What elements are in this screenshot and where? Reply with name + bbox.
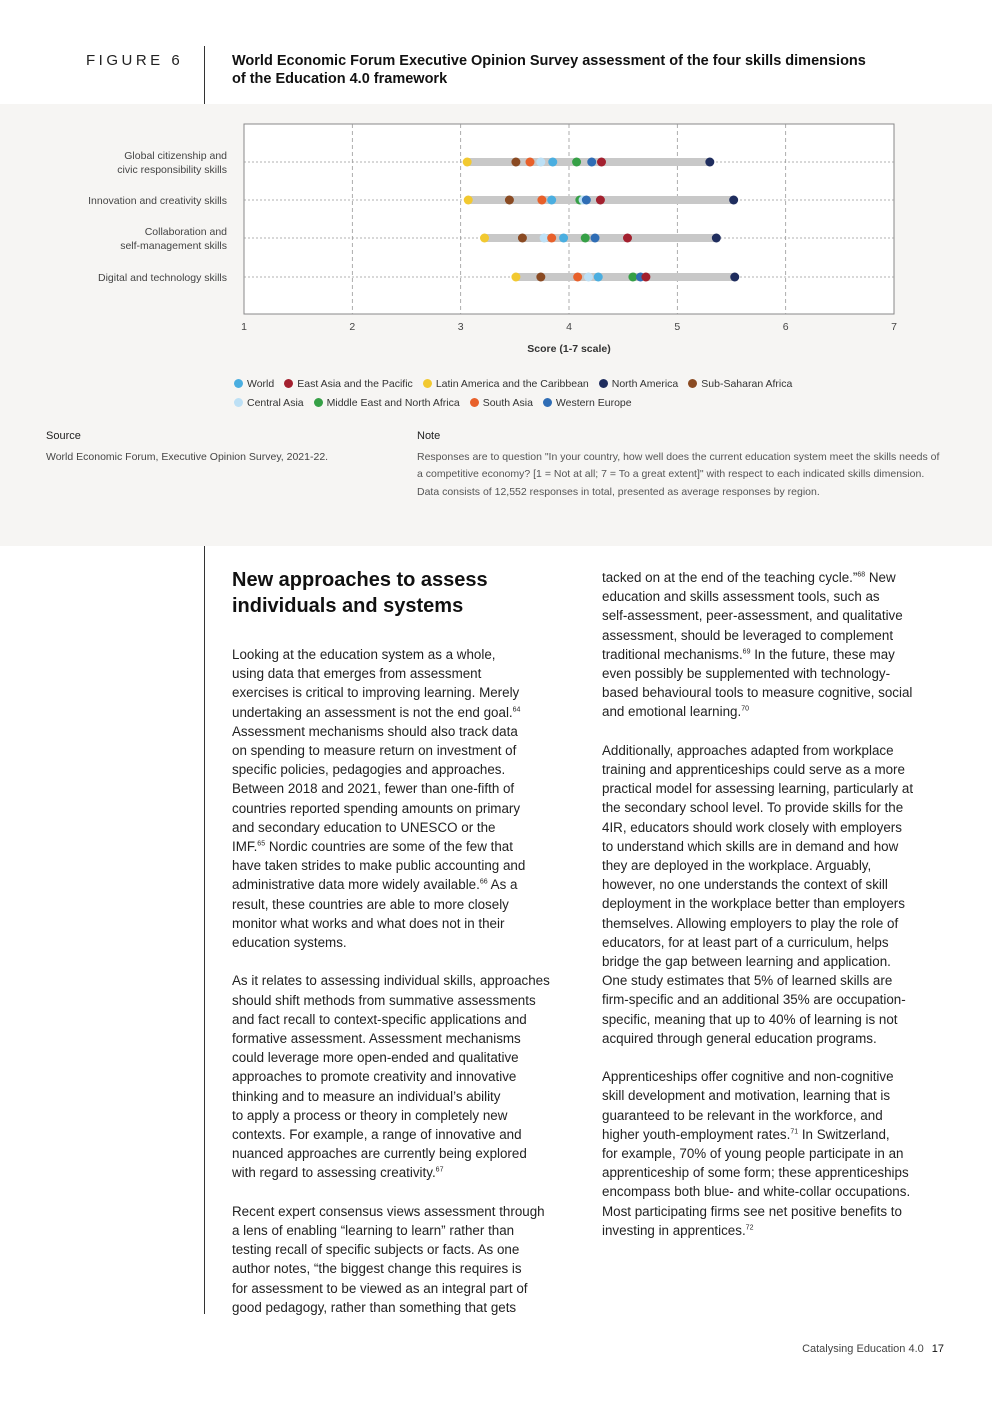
text-line: monitor what works and what does not in their bbox=[232, 915, 505, 931]
data-point-eap bbox=[641, 273, 650, 282]
source-text: World Economic Forum, Executive Opinion Survey, 2021-22. bbox=[46, 451, 329, 463]
text-line: nuanced approaches are currently being explored bbox=[232, 1146, 527, 1162]
left-paragraph-3 bbox=[232, 1202, 577, 1317]
text-run: IMF. bbox=[232, 839, 258, 855]
legend-label: Central Asia bbox=[247, 396, 304, 409]
data-point-world bbox=[594, 273, 603, 282]
legend-dot-sub-saharan-africa bbox=[688, 379, 697, 388]
data-point-na bbox=[729, 196, 738, 205]
text-line: they are deployed in the workplace. Arguably, bbox=[602, 858, 872, 874]
data-point-lac bbox=[480, 234, 489, 243]
text-line: contexts. For example, a range of innovative and bbox=[232, 1127, 522, 1143]
right-paragraph-2 bbox=[602, 741, 947, 1048]
left-paragraph-1 bbox=[232, 645, 577, 952]
text-line: Looking at the education system as a whole, bbox=[232, 647, 496, 662]
text-line: specific policies, pedagogies and approaches. bbox=[232, 762, 506, 778]
right-paragraph-1 bbox=[602, 568, 947, 722]
text-line: self-assessment, peer-assessment, and qualitative bbox=[602, 608, 903, 624]
text-line: Between 2018 and 2021, fewer than one-fifth of bbox=[232, 781, 515, 797]
text-line bbox=[602, 645, 947, 664]
text-line: exercises is critical to improving learning. Merely bbox=[232, 685, 520, 701]
text-line bbox=[232, 1163, 577, 1182]
row-label: Digital and technology skills bbox=[98, 272, 227, 284]
text-line: educators, for at least part of a curriculum, helps bbox=[602, 934, 889, 950]
figure-label: FIGURE 6 bbox=[86, 52, 184, 69]
data-point-sa bbox=[547, 234, 556, 243]
data-point-world bbox=[547, 196, 556, 205]
row-label: civic responsibility skills bbox=[117, 164, 227, 176]
text-line: deployment in the workplace better than employers bbox=[602, 896, 905, 912]
text-line bbox=[602, 1125, 947, 1144]
text-line: approaches to promote creativity and innovative bbox=[232, 1069, 517, 1085]
footnote-ref: 65 bbox=[257, 840, 266, 848]
text-run: investing in apprentices. bbox=[602, 1222, 746, 1238]
legend-row-2 bbox=[234, 393, 914, 412]
text-line: should shift methods from summative assessments bbox=[232, 992, 536, 1008]
text-run: and emotional learning. bbox=[602, 704, 742, 720]
note-heading: Note bbox=[417, 430, 441, 442]
text-line bbox=[602, 568, 947, 587]
text-line: education and skills assessment tools, such as bbox=[602, 589, 880, 605]
data-point-ssa bbox=[511, 158, 520, 167]
legend-dot-central-asia bbox=[234, 398, 243, 407]
text-line: thinking and to measure an individual’s ability bbox=[232, 1088, 501, 1104]
text-line: for example, 70% of young people participate in an bbox=[602, 1146, 904, 1162]
legend-dot-east-asia-pacific bbox=[284, 379, 293, 388]
note-line: average responses by region. bbox=[681, 485, 820, 498]
text-line: to apply a process or theory in completely new bbox=[232, 1107, 508, 1123]
legend-dot-south-asia bbox=[470, 398, 479, 407]
text-line: acquired through general education programs. bbox=[602, 1030, 877, 1046]
text-run: Nordic countries are some of the few that bbox=[265, 839, 513, 855]
text-line: One study estimates that 5% of learned skills are bbox=[602, 973, 893, 989]
text-line: 4IR, educators should work closely with employers bbox=[602, 819, 902, 835]
text-line: Recent expert consensus views assessment through bbox=[232, 1203, 545, 1219]
text-line: assessment, should be leveraged to complement bbox=[602, 627, 894, 643]
text-run: tacked on at the end of the teaching cycle.” bbox=[602, 570, 858, 585]
figure-panel bbox=[0, 104, 992, 546]
text-line: based behavioural tools to measure cognitive, social bbox=[602, 685, 913, 701]
text-run: In the future, these may bbox=[750, 646, 895, 662]
data-point-we bbox=[582, 196, 591, 205]
row-label: Innovation and creativity skills bbox=[88, 195, 227, 207]
legend-dot-world bbox=[234, 379, 243, 388]
legend-item-east-asia-pacific bbox=[284, 378, 413, 390]
data-point-lac bbox=[511, 273, 520, 282]
text-line: skill development and motivation, learning that is bbox=[602, 1088, 891, 1104]
data-point-we bbox=[587, 158, 596, 167]
x-tick-label: 1 bbox=[241, 321, 247, 333]
chart-legend bbox=[234, 374, 914, 412]
text-line: As it relates to assessing individual skills, approaches bbox=[232, 973, 550, 989]
data-point-world bbox=[548, 158, 557, 167]
x-tick-label: 4 bbox=[566, 321, 572, 333]
text-line: encompass both blue- and white-collar occupations. bbox=[602, 1184, 911, 1200]
text-line bbox=[232, 703, 577, 722]
text-line: Most participating firms see net positive benefits to bbox=[602, 1203, 902, 1219]
figure-title-line1: World Economic Forum Executive Opinion Survey assessment of the four skills dimensions bbox=[232, 53, 866, 69]
text-line: countries reported spending amounts on primary bbox=[232, 800, 521, 816]
footnote-ref: 64 bbox=[512, 706, 521, 714]
data-point-ca bbox=[536, 158, 545, 167]
legend-item-mena bbox=[314, 397, 460, 409]
footnote-ref: 69 bbox=[742, 648, 751, 656]
legend-label: Latin America and the Caribbean bbox=[435, 377, 589, 390]
text-line: testing recall of specific subjects or facts. As one bbox=[232, 1242, 520, 1258]
footnote-ref: 70 bbox=[741, 705, 750, 713]
note-line: the skills needs of a competitive economy? [1 = Not at all; 7 = To a great extent]" with respect to bbox=[417, 451, 940, 481]
text-line: could leverage more open-ended and qualitative bbox=[232, 1050, 519, 1066]
text-line: on spending to measure return on investment of bbox=[232, 743, 517, 759]
text-run: New bbox=[865, 570, 896, 585]
data-point-eap bbox=[597, 158, 606, 167]
legend-label: Sub-Saharan Africa bbox=[701, 377, 793, 390]
text-line: Assessment mechanisms should also track data bbox=[232, 723, 518, 739]
text-line: author notes, “the biggest change this requires is bbox=[232, 1261, 522, 1277]
source-heading: Source bbox=[46, 430, 81, 442]
text-run: In Switzerland, bbox=[798, 1126, 890, 1142]
text-line: however, no one understands the context of skill bbox=[602, 877, 888, 893]
x-tick-label: 6 bbox=[782, 321, 789, 333]
data-point-sa bbox=[526, 158, 535, 167]
legend-item-world bbox=[234, 378, 274, 390]
text-line: using data that emerges from assessment bbox=[232, 666, 482, 682]
data-point-sa bbox=[573, 273, 582, 282]
text-line bbox=[602, 702, 947, 721]
figure-title-line2: of the Education 4.0 framework bbox=[232, 71, 448, 87]
text-line: training and apprenticeships could serve as a more bbox=[602, 762, 905, 778]
data-point-ssa bbox=[536, 273, 545, 282]
text-line: practical model for assessing learning, particularly at bbox=[602, 781, 914, 797]
text-line: firm-specific and an additional 35% are occupation- bbox=[602, 992, 906, 1008]
legend-label: South Asia bbox=[482, 396, 533, 409]
footnote-ref: 72 bbox=[745, 1224, 754, 1232]
text-line: specific, meaning that up to 40% of learning is not bbox=[602, 1011, 898, 1027]
legend-item-south-asia bbox=[470, 397, 533, 409]
data-point-na bbox=[712, 234, 721, 243]
legend-dot-latin-america bbox=[423, 379, 432, 388]
legend-item-sub-saharan-africa bbox=[688, 378, 792, 390]
legend-item-central-asia bbox=[234, 397, 304, 409]
text-run: undertaking an assessment is not the end goal. bbox=[232, 704, 513, 720]
text-line: and secondary education to UNESCO or the bbox=[232, 819, 496, 835]
x-axis-label: Score (1-7 scale) bbox=[527, 343, 611, 355]
text-line: apprenticeship of some form; these apprenticeships bbox=[602, 1165, 909, 1181]
data-point-na bbox=[705, 158, 714, 167]
footnote-ref: 66 bbox=[479, 878, 488, 886]
text-line bbox=[602, 1221, 947, 1240]
text-line: result, these countries are able to more closely bbox=[232, 896, 509, 912]
text-line: guaranteed to be relevant in the workforce, and bbox=[602, 1107, 883, 1123]
legend-label: Middle East and North Africa bbox=[326, 396, 460, 409]
dot-range-chart bbox=[0, 104, 992, 364]
legend-label: North America bbox=[611, 377, 679, 390]
text-line: and fact recall to context-specific applications and bbox=[232, 1011, 527, 1027]
legend-item-north-america bbox=[599, 378, 679, 390]
section-title-line1: New approaches to assess bbox=[232, 569, 488, 591]
data-point-na bbox=[730, 273, 739, 282]
left-column bbox=[232, 645, 577, 1336]
text-line bbox=[232, 875, 577, 894]
text-run: traditional mechanisms. bbox=[602, 646, 743, 662]
legend-label: Western Europe bbox=[555, 396, 632, 409]
text-line: bridge the gap between learning and application. bbox=[602, 954, 891, 970]
row-label: self-management skills bbox=[120, 240, 227, 252]
figure-title bbox=[232, 52, 952, 88]
legend-item-western-europe bbox=[543, 397, 632, 409]
row-label: Global citizenship and bbox=[124, 150, 227, 162]
legend-dot-north-america bbox=[599, 379, 608, 388]
body-divider bbox=[204, 546, 205, 1314]
data-point-lac bbox=[464, 196, 473, 205]
text-line: Apprenticeships offer cognitive and non-cognitive bbox=[602, 1069, 894, 1085]
text-line: for assessment to be viewed as an integral part of bbox=[232, 1280, 528, 1296]
data-point-sa bbox=[537, 196, 546, 205]
data-point-ssa bbox=[518, 234, 527, 243]
text-run: with regard to assessing creativity. bbox=[232, 1165, 436, 1181]
right-paragraph-3 bbox=[602, 1067, 947, 1240]
text-line: education systems. bbox=[232, 935, 347, 951]
footnote-ref: 71 bbox=[790, 1128, 799, 1136]
data-point-world bbox=[559, 234, 568, 243]
text-line: even possibly be supplemented with technology- bbox=[602, 666, 891, 682]
page-footer bbox=[802, 1343, 944, 1355]
data-point-mena bbox=[572, 158, 581, 167]
text-line: a lens of enabling “learning to learn” rather than bbox=[232, 1223, 515, 1239]
x-tick-label: 5 bbox=[674, 321, 681, 333]
text-line: to understand which skills are in demand and how bbox=[602, 838, 899, 854]
text-line: formative assessment. Assessment mechanisms bbox=[232, 1031, 521, 1047]
x-tick-label: 3 bbox=[457, 321, 464, 333]
legend-item-latin-america bbox=[423, 378, 589, 390]
row-label: Collaboration and bbox=[144, 226, 227, 238]
text-line: good pedagogy, rather than something that gets bbox=[232, 1299, 517, 1315]
legend-label: World bbox=[247, 377, 275, 390]
note-text bbox=[417, 449, 942, 501]
text-line: Additionally, approaches adapted from workplace bbox=[602, 742, 894, 758]
page-number: 17 bbox=[931, 1343, 944, 1355]
data-point-lac bbox=[463, 158, 472, 167]
text-run: higher youth-employment rates. bbox=[602, 1126, 791, 1142]
legend-dot-western-europe bbox=[543, 398, 552, 407]
section-title-line2: individuals and systems bbox=[232, 595, 464, 617]
data-point-mena bbox=[581, 234, 590, 243]
text-line bbox=[232, 837, 577, 856]
footnote-ref: 68 bbox=[857, 571, 866, 579]
footer-doc-title: Catalysing Education 4.0 bbox=[802, 1343, 924, 1355]
data-point-eap bbox=[596, 196, 605, 205]
right-column bbox=[602, 568, 947, 1259]
text-run: As a bbox=[487, 877, 518, 893]
legend-row-1 bbox=[234, 374, 914, 393]
x-tick-label: 7 bbox=[891, 321, 897, 333]
text-line: the secondary school level. To provide skills for the bbox=[602, 800, 904, 816]
text-line: have taken strides to make public accounting and bbox=[232, 858, 526, 874]
note-line: each indicated skills dimension. Data consists of 12,552 responses in total, presented as bbox=[417, 468, 925, 498]
figure-divider bbox=[204, 46, 205, 104]
text-run: administrative data more widely available. bbox=[232, 877, 480, 893]
text-line: themselves. Allowing employers to play the role of bbox=[602, 915, 899, 931]
legend-label: East Asia and the Pacific bbox=[297, 377, 413, 390]
data-point-ca bbox=[584, 273, 593, 282]
x-tick-label: 2 bbox=[349, 321, 356, 333]
legend-dot-mena bbox=[314, 398, 323, 407]
left-paragraph-2 bbox=[232, 971, 577, 1182]
data-point-we bbox=[591, 234, 600, 243]
data-point-eap bbox=[623, 234, 632, 243]
footnote-ref: 67 bbox=[435, 1167, 444, 1174]
note-line: Responses are to question "In your country, how well does the current education system meet bbox=[417, 451, 854, 463]
section-title bbox=[232, 567, 562, 619]
data-point-ssa bbox=[505, 196, 514, 205]
